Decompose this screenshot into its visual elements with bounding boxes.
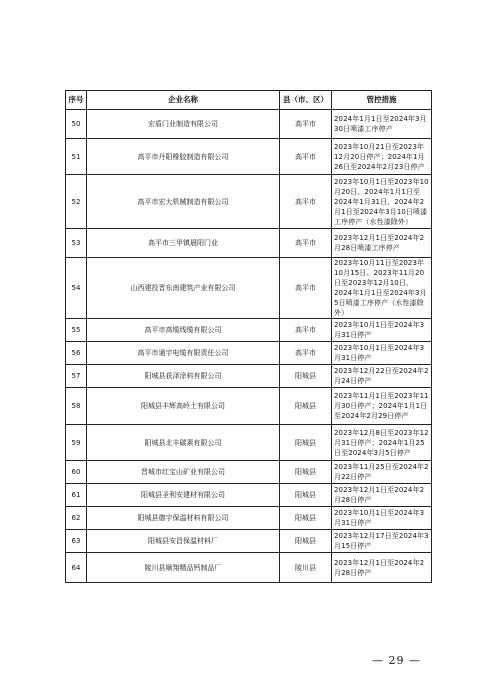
cell-enterprise-name: 高平市通宇电缆有限责任公司 — [87, 342, 280, 365]
table-row — [66, 110, 432, 139]
cell-enterprise-name: 阳城县德宇保温材料有限公司 — [87, 507, 280, 530]
cell-control-measure: 2023年12月8日至2023年12月31日停产；2024年1月25日至2024年3月5日停产 — [332, 425, 432, 461]
table-row — [66, 258, 432, 319]
table-row — [66, 175, 432, 229]
cell-control-measure: 2023年10月1日至2024年3月31日停产 — [332, 342, 432, 365]
cell-control-measure: 2023年10月11日至2023年10月15日、2023年11月20日至2023年12月10日、2024年1月1日至2024年3月5日喷漆工序停产（水性漆除外） — [332, 258, 432, 319]
table-row — [66, 553, 432, 583]
cell-serial-no: 63 — [66, 530, 87, 553]
cell-enterprise-name: 晋城市红宝山矿业有限公司 — [87, 461, 280, 484]
cell-serial-no: 62 — [66, 507, 87, 530]
cell-serial-no: 56 — [66, 342, 87, 365]
cell-county: 阳城县 — [280, 388, 332, 425]
table-row — [66, 365, 432, 388]
cell-enterprise-name: 陵川县顺翔精品钙制品厂 — [87, 553, 280, 583]
table-row — [66, 461, 432, 484]
cell-control-measure: 2024年1月1日至2024年3月30日喷漆工序停产 — [332, 110, 432, 139]
table-body — [66, 110, 432, 583]
header-serial-no: 序号 — [66, 91, 87, 110]
cell-enterprise-name: 高平市宏大机械制造有限公司 — [87, 175, 280, 229]
enterprise-control-table — [65, 90, 432, 583]
cell-control-measure: 2023年10月1日至2023年10月20日、2024年1月1日至2024年1月31日、2024年2月1日至2024年3月10日喷漆工序停产（水性漆除外） — [332, 175, 432, 229]
cell-county: 高平市 — [280, 175, 332, 229]
cell-control-measure: 2023年11月1日至2023年11月30日停产；2024年1月1日至2024年2月29日停产 — [332, 388, 432, 425]
cell-control-measure: 2023年11月25日至2024年2月22日停产 — [332, 461, 432, 484]
cell-enterprise-name: 高平市三甲镇晨阳门业 — [87, 229, 280, 258]
cell-county: 阳城县 — [280, 484, 332, 507]
header-county: 县（市、区） — [280, 91, 332, 110]
cell-county: 高平市 — [280, 110, 332, 139]
cell-serial-no: 51 — [66, 139, 87, 175]
table-row — [66, 530, 432, 553]
cell-county: 高平市 — [280, 139, 332, 175]
cell-control-measure: 2023年10月21日至2023年12月20日停产；2024年1月26日至2024年2月23日停产 — [332, 139, 432, 175]
table-row — [66, 388, 432, 425]
cell-serial-no: 59 — [66, 425, 87, 461]
cell-county: 高平市 — [280, 342, 332, 365]
cell-county: 阳城县 — [280, 530, 332, 553]
cell-serial-no: 57 — [66, 365, 87, 388]
cell-serial-no: 60 — [66, 461, 87, 484]
table-row — [66, 229, 432, 258]
table-row — [66, 139, 432, 175]
cell-serial-no: 50 — [66, 110, 87, 139]
cell-enterprise-name: 高平市丹阳橡胶制造有限公司 — [87, 139, 280, 175]
cell-enterprise-name: 阳城县圣利安建材有限公司 — [87, 484, 280, 507]
cell-serial-no: 52 — [66, 175, 87, 229]
cell-control-measure: 2023年12月22日至2024年2月24日停产 — [332, 365, 432, 388]
cell-enterprise-name: 阳城县安昌保温材料厂 — [87, 530, 280, 553]
cell-county: 阳城县 — [280, 365, 332, 388]
table-row — [66, 319, 432, 342]
cell-enterprise-name: 阳城县丰辉高岭土有限公司 — [87, 388, 280, 425]
cell-serial-no: 61 — [66, 484, 87, 507]
cell-serial-no: 54 — [66, 258, 87, 319]
table-row — [66, 342, 432, 365]
table-row — [66, 507, 432, 530]
cell-serial-no: 53 — [66, 229, 87, 258]
cell-county: 高平市 — [280, 229, 332, 258]
header-control-measures: 管控措施 — [332, 91, 432, 110]
cell-enterprise-name: 山西建投晋东南建筑产业有限公司 — [87, 258, 280, 319]
cell-serial-no: 55 — [66, 319, 87, 342]
cell-enterprise-name: 宏盾门业制造有限公司 — [87, 110, 280, 139]
header-enterprise-name: 企业名称 — [87, 91, 280, 110]
cell-county: 阳城县 — [280, 507, 332, 530]
cell-county: 高平市 — [280, 319, 332, 342]
cell-serial-no: 58 — [66, 388, 87, 425]
cell-control-measure: 2023年12月1日至2024年2月28日停产 — [332, 553, 432, 583]
cell-control-measure: 2023年10月1日至2024年3月31日停产 — [332, 507, 432, 530]
cell-enterprise-name: 阳城县北丰碳素有限公司 — [87, 425, 280, 461]
cell-serial-no: 64 — [66, 553, 87, 583]
cell-control-measure: 2023年12月1日至2024年2月28日停产 — [332, 484, 432, 507]
cell-control-measure: 2023年12月1日至2024年2月28日喷漆工序停产 — [332, 229, 432, 258]
cell-control-measure: 2023年12月17日至2024年3月15日停产 — [332, 530, 432, 553]
cell-county: 高平市 — [280, 258, 332, 319]
cell-enterprise-name: 高平市高缆线缆有限公司 — [87, 319, 280, 342]
table-row — [66, 425, 432, 461]
cell-county: 陵川县 — [280, 553, 332, 583]
cell-county: 阳城县 — [280, 461, 332, 484]
table-header-row — [66, 91, 432, 110]
cell-control-measure: 2023年10月1日至2024年3月31日停产 — [332, 319, 432, 342]
cell-county: 阳城县 — [280, 425, 332, 461]
page-number: — 29 — — [372, 654, 421, 667]
cell-enterprise-name: 阳城县获泽涂料有限公司 — [87, 365, 280, 388]
table-row — [66, 484, 432, 507]
